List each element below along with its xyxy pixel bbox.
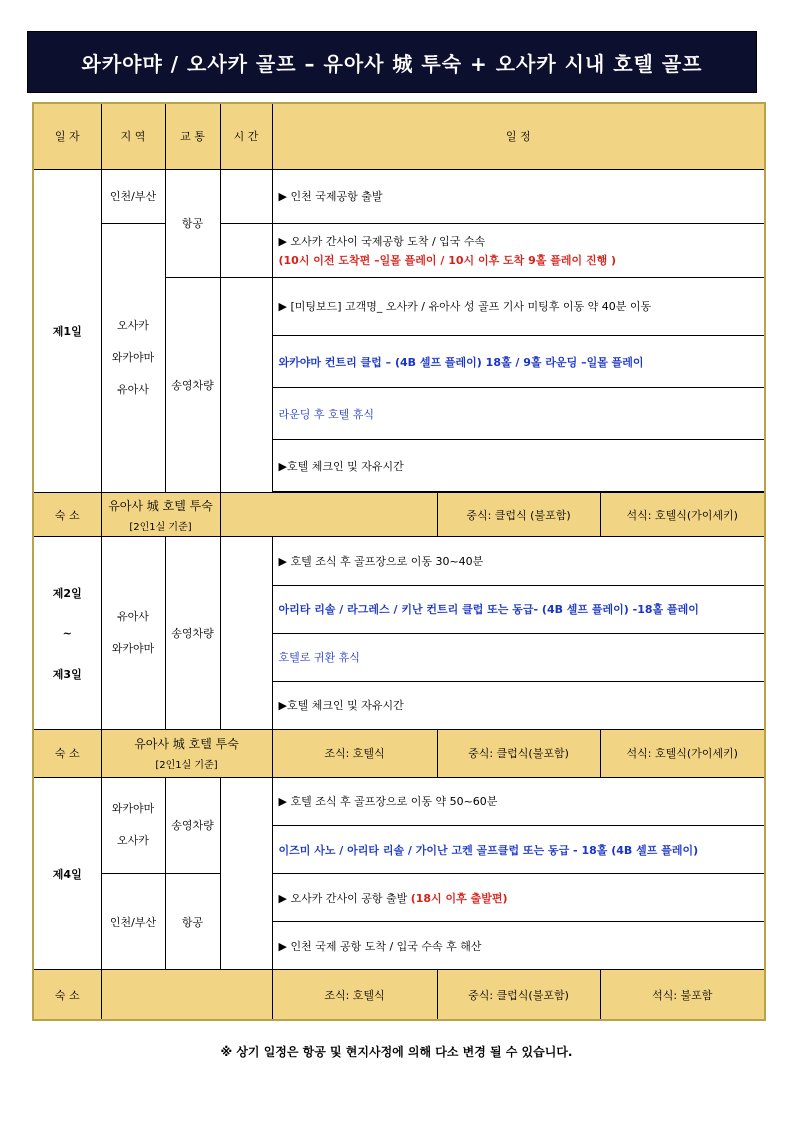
region-name: 유아사 [117, 610, 149, 624]
stay2-breakfast: 조식: 호텔식 [272, 729, 437, 777]
day-start: 제2일 [52, 586, 82, 600]
region-name: 와카야마 [111, 351, 155, 365]
day-range-separator: ~ [62, 626, 72, 640]
day4-item-2: 이즈미 사노 / 아리타 리솔 / 가이난 고켄 골프클럽 또는 동급 - 18홀 (4B 셀프 플레이) [272, 825, 765, 873]
day-end: 제3일 [52, 667, 82, 681]
stay1-label: 숙 소 [33, 493, 101, 537]
page-title: 와카야먀 / 오사카 골프 – 유아사 城 투숙 + 오사카 시내 호텔 골프 [27, 31, 757, 93]
arrival-note: (10시 이전 도착편 –일몰 플레이 / 10시 이후 도착 9홀 플레이 진행 ) [278, 253, 617, 267]
stay3-breakfast: 조식: 호텔식 [272, 970, 437, 1020]
header-schedule: 일 정 [272, 103, 765, 169]
day1-item-3: ▶ [미팅보드] 고객명_ 오사카 / 유아사 성 골프 기사 미팅후 이동 약 40분 이동 [272, 277, 765, 335]
table-row [33, 777, 765, 825]
day4-item-4: ▶ 인천 국제 공항 도착 / 입국 수속 후 해산 [272, 922, 765, 970]
region-name: 오사카 [117, 319, 149, 333]
stay3-lunch: 중식: 클럽식(불포함) [437, 970, 600, 1020]
day1-transport-a: 항공 [165, 169, 220, 277]
hotel-name: 유아사 城 호텔 투숙 [134, 737, 239, 752]
stay2-hotel [101, 729, 272, 777]
stay1-breakfast [220, 493, 437, 537]
day1-region-a: 인천/부산 [101, 169, 165, 223]
stay2-dinner: 석식: 호텔식(가이세키) [600, 729, 765, 777]
day4-time [220, 777, 272, 969]
day1-time-3 [220, 277, 272, 492]
header-row [33, 103, 765, 169]
day1-region-b [101, 223, 165, 493]
day1-item-4: 와카야마 컨트리 클럽 – (4B 셀프 플레이) 18홀 / 9홀 라운딩 –일몰 플레이 [272, 335, 765, 387]
table-row [33, 169, 765, 223]
header-region: 지 역 [101, 103, 165, 169]
region-name: 유아사 [117, 383, 149, 397]
day23-transport: 송영차량 [165, 537, 220, 729]
day1-transport-b: 송영차량 [165, 277, 220, 492]
day4-label: 제4일 [33, 777, 101, 969]
day4-item-1: ▶ 호텔 조식 후 골프장으로 이동 약 50~60분 [272, 777, 765, 825]
region-name: 와카야마 [111, 802, 155, 816]
stay3-label: 숙 소 [33, 970, 101, 1020]
header-day: 일 자 [33, 103, 101, 169]
region-name: 오사카 [117, 834, 149, 848]
table-row [33, 537, 765, 585]
stay3-row [33, 970, 765, 1020]
day4-region-b: 인천/부산 [101, 874, 165, 970]
departure-note: (18시 이후 출발편) [410, 891, 508, 905]
day23-time [220, 537, 272, 729]
header-transport: 교 통 [165, 103, 220, 169]
stay3-dinner: 석식: 불포함 [600, 970, 765, 1020]
stay2-lunch: 중식: 클럽식(불포함) [437, 729, 600, 777]
schedule-table [32, 102, 766, 1021]
header-time: 시 간 [220, 103, 272, 169]
day4-transport-b: 항공 [165, 874, 220, 970]
room-type: [2인1실 기준] [155, 760, 218, 772]
day1-item-6: ▶호텔 체크인 및 자유시간 [272, 440, 765, 492]
region-name: 와카야마 [111, 642, 155, 656]
table-row [33, 223, 765, 277]
day1-time-2 [220, 223, 272, 277]
stay1-hotel [101, 493, 220, 537]
day1-label: 제1일 [33, 169, 101, 493]
stay1-lunch: 중식: 클럽식 (불포함) [437, 493, 600, 537]
stay2-label: 숙 소 [33, 729, 101, 777]
day1-time-1 [220, 169, 272, 223]
footnote: ※ 상기 일정은 항공 및 현지사정에 의해 다소 변경 될 수 있습니다. [220, 1045, 573, 1059]
stay1-row [33, 493, 765, 537]
day4-region-a [101, 777, 165, 873]
stay2-row [33, 729, 765, 777]
day1-item-2 [272, 223, 765, 277]
day4-item-3 [272, 874, 765, 922]
room-type: [2인1실 기준] [129, 521, 192, 533]
day23-region [101, 537, 165, 729]
arrival-text: ▶ 오사카 간사이 국제공항 도착 / 입국 수속 [278, 234, 486, 248]
day23-item-1: ▶ 호텔 조식 후 골프장으로 이동 30~40분 [272, 537, 765, 585]
departure-text: ▶ 오사카 간사이 공항 출발 [278, 891, 411, 905]
day23-item-3: 호텔로 귀환 휴식 [272, 633, 765, 681]
stay1-dinner: 석식: 호텔식(가이세키) [600, 493, 765, 537]
day1-item-1: ▶ 인천 국제공항 출발 [272, 169, 765, 223]
day23-item-4: ▶호텔 체크인 및 자유시간 [272, 681, 765, 729]
table-row [33, 874, 765, 922]
day4-transport-a: 송영차량 [165, 777, 220, 873]
day23-item-2: 아리타 리솔 / 라그레스 / 키난 컨트리 클럽 또는 동급- (4B 셀프 플레이) -18홀 플레이 [272, 585, 765, 633]
day23-label [33, 537, 101, 729]
stay3-hotel [101, 970, 272, 1020]
day1-item-5: 라운딩 후 호텔 휴식 [272, 388, 765, 440]
hotel-name: 유아사 城 호텔 투숙 [108, 498, 213, 513]
